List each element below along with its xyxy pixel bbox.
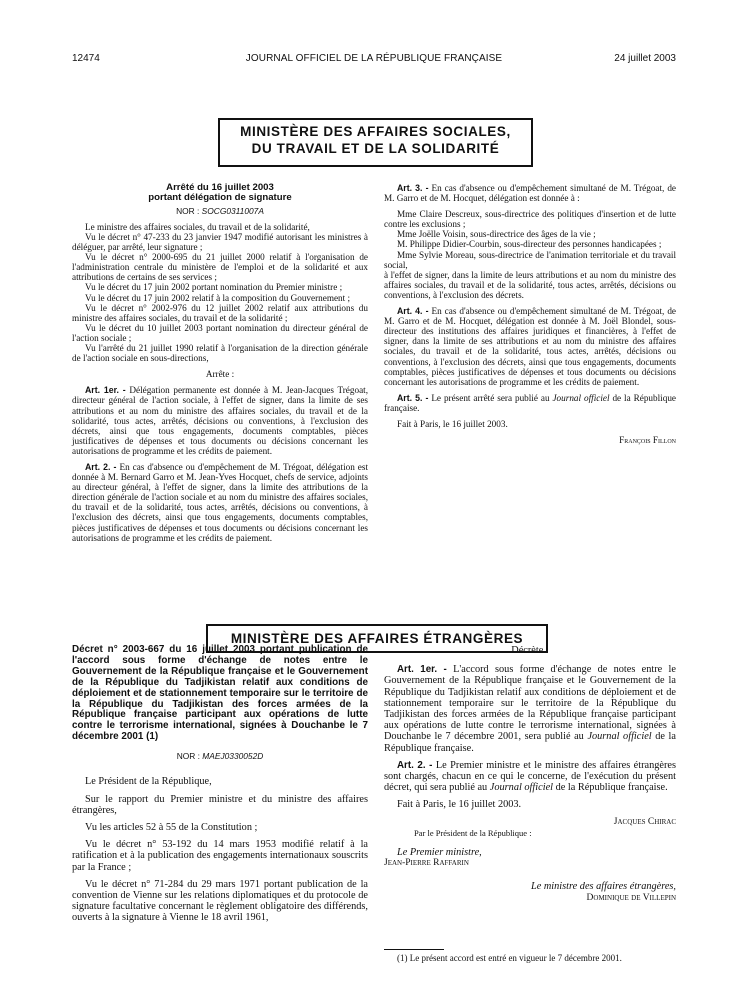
article-label: Art. 2. - <box>85 461 117 472</box>
decret-rapport: Sur le rapport du Premier ministre et du ministre des affaires étrangères, <box>72 793 368 816</box>
article-text: L'accord sous forme d'échange de notes entre le Gouvernement de la République française et le Gouvernement de la République du Tadjikistan relatif aux conditions de déploiement et de stationnement temporaire sur le territoire de la République du Tadjikistan des forces armées de la République française participant aux opérations de lutte contre le terrorisme international, signées à Douchanbe le 7 décembre 2001, sera publié au <box>384 664 676 743</box>
article-text: Délégation permanente est donnée à M. Jean-Jacques Trégoat, directeur général de l'action sociale, à l'effet de signer, dans la limite de ses attributions et au nom du ministre des affaires sociales, du travail et de la solidarité, tous actes, arrêtés, décisions ou conventions, à l'exclusion des décrets, ainsi que tous engagements, documents comptables, pièces justificatives de dépenses et tous documents ou décisions concernant les autorisations de programme et les crédits de paiement. <box>72 385 369 456</box>
decret-article-1 <box>384 664 676 754</box>
decret-visa: Vu les articles 52 à 55 de la Constitution ; <box>85 821 258 833</box>
page-number: 12474 <box>72 53 100 64</box>
article-label: Art. 2. - <box>397 759 433 771</box>
nor-label: NOR : <box>176 751 203 762</box>
decret-president: Le Président de la République, <box>85 776 212 788</box>
arrete-article-3 <box>384 183 676 203</box>
delegate-item: Mme Claire Descreux, sous-directrice des politiques d'insertion et de lutte contre les exclusions ; <box>384 209 676 230</box>
decret-par-le-president: Par le Président de la République : <box>414 827 532 838</box>
arrete-visa: Vu l'arrêté du 21 juillet 1990 relatif à l'organisation de la direction générale de l'action sociale en sous-directions, <box>72 343 368 364</box>
article-text: de la République française. <box>553 782 668 794</box>
article-label: Art. 1er. - <box>85 385 126 396</box>
article-label: Art. 1er. - <box>397 664 447 676</box>
journal-reference: Journal officiel <box>489 782 553 794</box>
mae-title <box>384 881 676 892</box>
decret-fait: Fait à Paris, le 16 juillet 2003. <box>397 799 522 811</box>
decret-visa: Vu le décret n° 53-192 du 14 mars 1953 modifié relatif à la ratification et à la publication des engagements internationaux souscrits par la France ; <box>72 839 368 873</box>
page-header <box>72 53 676 67</box>
journal-reference: Journal officiel <box>587 731 652 743</box>
pm-title <box>384 847 676 858</box>
arrete-article-1 <box>72 385 368 456</box>
decret-title: Décret n° 2003-667 du 16 juillet 2003 portant publication de l'accord sous forme d'échange de notes entre le Gouvernement de la République française et le Gouvernement de la République du Tadjikistan relatif aux conditions de déploiement et de stationnement temporaire sur le territoire de la République du Tadjikistan des forces armées de la République française participant aux opérations de lutte contre le terrorisme international, signées à Douchanbe le 7 décembre 2001 (1) <box>72 644 368 743</box>
arrete-visa: Vu le décret n° 2002-976 du 12 juillet 2002 relatif aux attributions du ministre des affaires sociales, du travail et de la solidarité ; <box>72 302 368 323</box>
article-text: En cas d'absence ou d'empêchement simultané de M. Trégoat, de M. Garro et de M. Hocquet, délégation est donnée à : <box>384 183 677 204</box>
article-text: Le présent arrêté sera publié au <box>431 392 553 403</box>
nor-label: NOR : <box>176 205 202 216</box>
pm-title-text: Le Premier ministre, <box>397 847 482 859</box>
decret-column-right <box>384 645 676 904</box>
mae-name: Dominique de Villepin <box>586 892 676 903</box>
arrete-nor <box>72 206 368 216</box>
ministry-social-line2: DU TRAVAIL ET DE LA SOLIDARITÉ <box>251 141 500 156</box>
delegate-item: Mme Sylvie Moreau, sous-directrice de l'animation territoriale et du travail social, <box>384 249 676 270</box>
arrete-signature: François Fillon <box>619 435 676 446</box>
decret-decrete: Décrète : <box>511 645 549 656</box>
decret-article-2 <box>384 760 676 794</box>
arrete-title-line1: Arrêté du 16 juillet 2003 <box>166 182 274 193</box>
arrete-article-4 <box>384 306 676 387</box>
arrete-column-left <box>72 183 368 543</box>
ministry-foreign-line1: MINISTÈRE DES AFFAIRES ÉTRANGÈRES <box>230 631 524 646</box>
journal-reference: Journal officiel <box>552 392 610 403</box>
article-label: Art. 5. - <box>397 392 429 403</box>
article-text: de la République française. <box>384 392 676 413</box>
arrete-visa: Vu le décret n° 2000-695 du 21 juillet 2000 relatif à l'organisation de l'administration centrale du ministère de l'emploi et de la solidarité et aux attributions de certains de ses services ; <box>72 252 368 283</box>
article-label: Art. 4. - <box>397 306 429 317</box>
arrete-visa: Vu le décret du 17 juin 2002 portant nomination du Premier ministre ; <box>85 282 343 293</box>
arrete-visa: Vu le décret n° 47-233 du 23 janvier 1947 modifié autorisant les ministres à déléguer, par arrêté, leur signature ; <box>72 232 368 253</box>
mae-title-text: Le ministre des affaires étrangères, <box>530 881 676 893</box>
arrete-article-3-tail: à l'effet de signer, dans la limite de leurs attributions et au nom du ministre des affaires sociales, du travail et de la solidarité, tous actes, arrêtés, décisions ou conventions, à l'exclusion des décrets. <box>384 269 676 300</box>
arrete-title-line2: portant délégation de signature <box>148 192 292 204</box>
arrete-article-2 <box>72 462 368 543</box>
arrete-column-right <box>384 183 676 445</box>
arrete-article-5 <box>384 393 676 413</box>
arrete-visa: Vu le décret du 10 juillet 2003 portant nomination du directeur général de l'action sociale ; <box>72 322 368 343</box>
decret-column-left <box>72 645 368 924</box>
ministry-social-heading <box>218 118 533 167</box>
decret-visa: Vu le décret n° 71-284 du 29 mars 1971 portant publication de la convention de Vienne sur les relations diplomatiques et du protocole de signature facultative concernant le règlement obligatoire des différends, ouverts à la signature à Vienne le 18 avril 1961, <box>72 878 368 924</box>
article-text: Le Premier ministre et le ministre des affaires étrangères sont chargés, chacun en ce qui le concerne, de l'exécution du présent décret, qui sera publié au <box>384 759 676 794</box>
arrete-fait: Fait à Paris, le 16 juillet 2003. <box>397 418 508 429</box>
decret-nor <box>72 751 368 762</box>
ministry-social-line1: MINISTÈRE DES AFFAIRES SOCIALES, <box>240 124 511 139</box>
decret-footnote: (1) Le présent accord est entré en vigueur le 7 décembre 2001. <box>397 953 622 963</box>
decret-signature: Jacques Chirac <box>613 816 676 827</box>
footnote-rule <box>384 949 444 950</box>
article-text: de la République française. <box>384 731 676 754</box>
arrete-visa: Vu le décret du 17 juin 2002 relatif à la composition du Gouvernement ; <box>85 292 351 303</box>
delegate-item: M. Philippe Didier-Courbin, sous-directeur des personnes handicapées ; <box>397 239 662 250</box>
arrete-title <box>72 183 368 204</box>
article-label: Art. 3. - <box>397 183 429 193</box>
issue-date: 24 juillet 2003 <box>614 53 676 64</box>
arrete-word: Arrête : <box>205 369 235 380</box>
delegate-item: Mme Joëlle Voisin, sous-directrice des âges de la vie ; <box>397 229 596 240</box>
article-text: En cas d'absence ou d'empêchement de M. Trégoat, délégation est donnée à M. Bernard Garro et M. Jean-Yves Hocquet, chefs de service, adjoints au directeur général, à l'effet de signer, dans la limite des attributions de la direction générale de l'action sociale et au nom du ministre des affaires sociales, du travail et de la solidarité, tous actes, arrêtés, décisions ou conventions, à l'exclusion des décrets, ainsi que tous engagements, documents comptables, pièces justificatives de dépenses et tous documents ou décisions concernant les autorisations de programme et les crédits de paiement. <box>72 461 368 543</box>
journal-title: JOURNAL OFFICIEL DE LA RÉPUBLIQUE FRANÇAISE <box>245 53 503 64</box>
arrete-intro: Le ministre des affaires sociales, du travail et de la solidarité, <box>85 221 310 232</box>
nor-code: SOCG0311007A <box>201 205 264 216</box>
nor-code: MAEJ0330052D <box>202 751 264 762</box>
article-text: En cas d'absence ou d'empêchement simultané de M. Trégoat, de M. Garro et de M. Hocquet, délégation est donnée à M. Joël Blondel, sous-directeur des institutions des affaires juridiques et financières, à l'effet de signer, dans la limite de ses attributions et au nom du ministre des affaires sociales, du travail et de la solidarité, tous actes, arrêtés, décisions ou conventions, à l'exclusion des décrets, ainsi que tous engagements, documents comptables, pièces justificatives de dépenses et tous documents ou décisions concernant les autorisations de programme et les crédits de paiement. <box>384 306 677 387</box>
pm-name: Jean-Pierre Raffarin <box>384 858 469 869</box>
